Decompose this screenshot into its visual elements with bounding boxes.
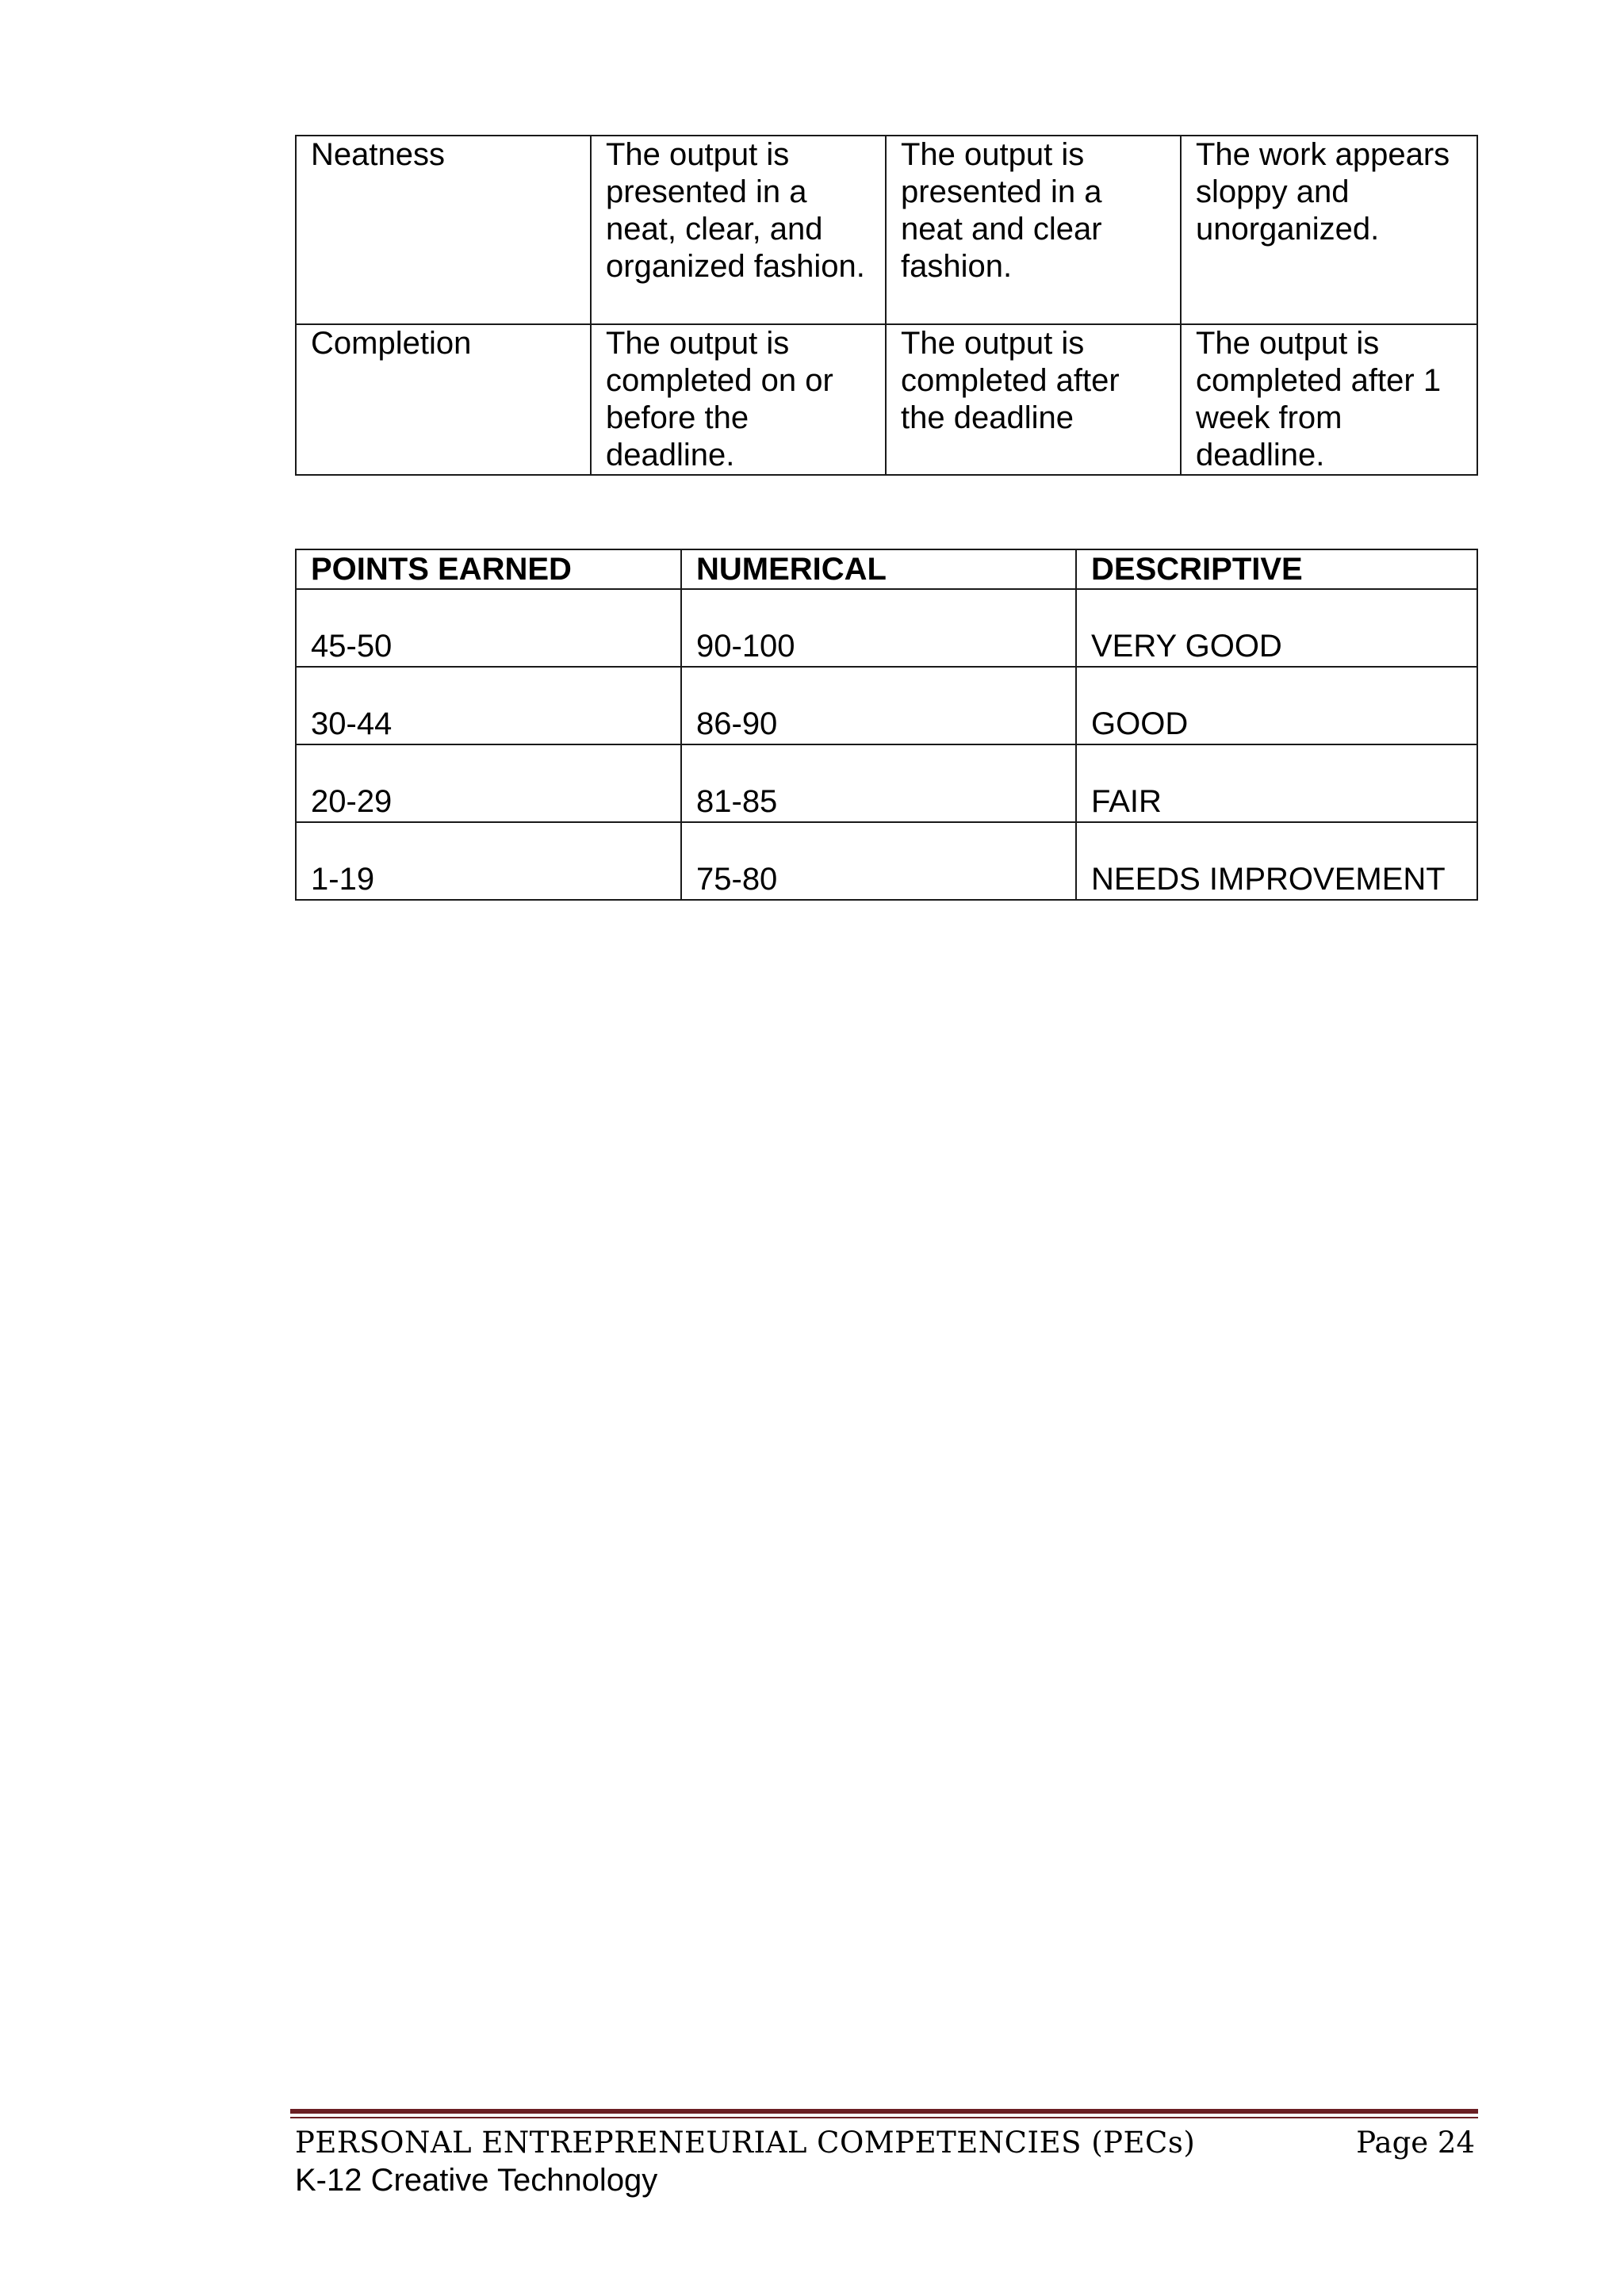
footer-divider-thick (290, 2109, 1478, 2114)
table-row (296, 744, 1477, 822)
header-points-earned: POINTS EARNED (296, 549, 681, 589)
page-number: Page 24 (1356, 2126, 1475, 2160)
rubric-poor-cell: The output is completed after 1 week from deadline. (1181, 324, 1477, 475)
rubric-criterion-cell: Neatness (296, 136, 591, 324)
numerical-cell: 81-85 (681, 744, 1076, 822)
rubric-table (295, 135, 1478, 476)
rubric-good-cell: The output is presented in a neat and clear fashion. (886, 136, 1181, 324)
points-cell: 20-29 (296, 744, 681, 822)
numerical-cell: 90-100 (681, 589, 1076, 667)
rubric-good-cell: The output is completed after the deadline (886, 324, 1181, 475)
footer-title: PERSONAL ENTREPRENEURIAL COMPETENCIES (PECs) (295, 2126, 1196, 2160)
table-row (296, 667, 1477, 744)
points-cell: 1-19 (296, 822, 681, 900)
numerical-cell: 75-80 (681, 822, 1076, 900)
table-row (296, 589, 1477, 667)
rubric-criterion-cell: Completion (296, 324, 591, 475)
rubric-row-completion (296, 324, 1477, 475)
descriptive-cell: FAIR (1076, 744, 1477, 822)
rubric-excellent-cell: The output is completed on or before the deadline. (591, 324, 886, 475)
header-numerical: NUMERICAL (681, 549, 1076, 589)
rubric-excellent-cell: The output is presented in a neat, clear, and organized fashion. (591, 136, 886, 324)
rubric-poor-cell: The work appears sloppy and unorganized. (1181, 136, 1477, 324)
footer-divider-thin (290, 2117, 1478, 2118)
points-cell: 30-44 (296, 667, 681, 744)
footer-subtitle: K-12 Creative Technology (295, 2163, 658, 2198)
table-row (296, 822, 1477, 900)
grading-scale-table (295, 549, 1478, 901)
grading-scale-header-row (296, 549, 1477, 589)
header-descriptive: DESCRIPTIVE (1076, 549, 1477, 589)
points-cell: 45-50 (296, 589, 681, 667)
numerical-cell: 86-90 (681, 667, 1076, 744)
descriptive-cell: VERY GOOD (1076, 589, 1477, 667)
rubric-row-neatness (296, 136, 1477, 324)
descriptive-cell: NEEDS IMPROVEMENT (1076, 822, 1477, 900)
descriptive-cell: GOOD (1076, 667, 1477, 744)
